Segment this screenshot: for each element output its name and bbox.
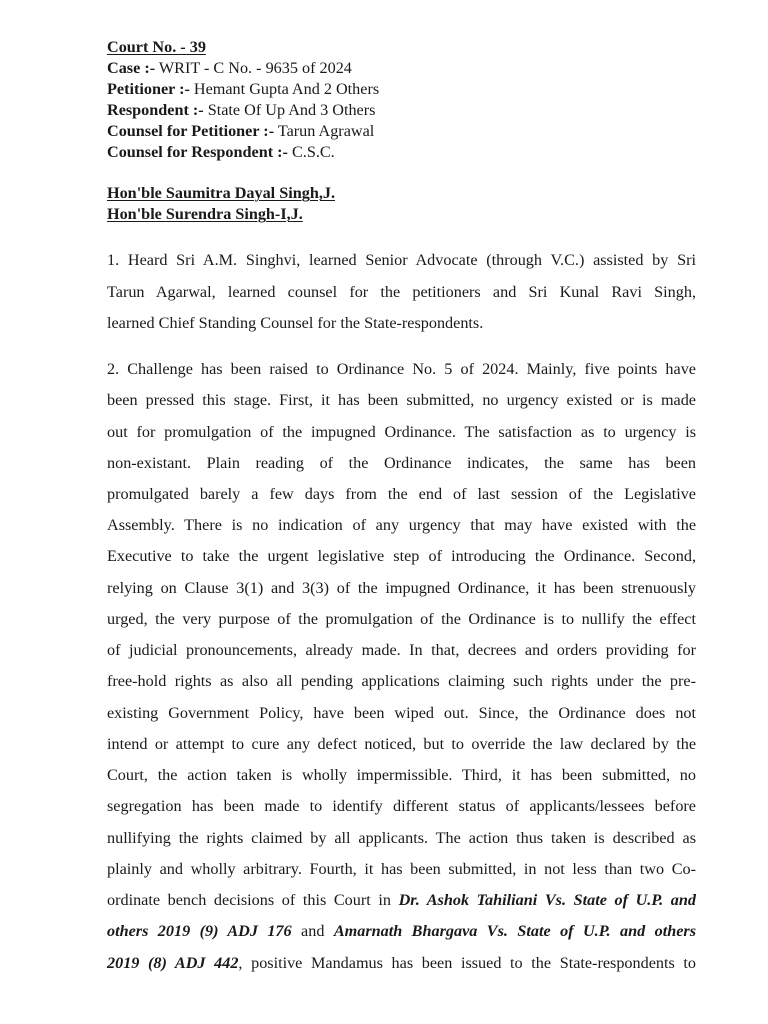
- counsel-respondent-line: [107, 142, 335, 163]
- paragraph-line: [107, 953, 696, 974]
- paragraph-line: Executive to take the urgent legislative step of introducing the Ordinance. Second,: [107, 547, 696, 565]
- paragraph-line: segregation has been made to identify different status of applicants/lessees before: [107, 797, 696, 815]
- bench-judge-2: [107, 204, 303, 225]
- bench-judge-1: [107, 183, 335, 204]
- court-number-text: Court No. - 39: [107, 38, 206, 56]
- case-label: Case :-: [107, 59, 156, 77]
- plain-text: , positive Mandamus has been issued to the State-respondents to: [238, 954, 697, 972]
- petitioner-value: Hemant Gupta And 2 Others: [189, 80, 380, 98]
- case-line: [107, 58, 352, 79]
- counsel-respondent-label: Counsel for Respondent :-: [107, 143, 288, 161]
- paragraph-line: nullifying the rights claimed by all applicants. The action thus taken is described as: [107, 829, 696, 847]
- citation-tahiliani: Dr. Ashok Tahiliani Vs. State of U.P. and: [398, 891, 696, 909]
- paragraph-line: non-existant. Plain reading of the Ordinance indicates, the same has been: [107, 454, 696, 472]
- petitioner-label: Petitioner :-: [107, 80, 190, 98]
- paragraph-line: 2. Challenge has been raised to Ordinance No. 5 of 2024. Mainly, five points have: [107, 360, 696, 378]
- counsel-petitioner-line: [107, 121, 374, 142]
- respondent-line: [107, 100, 375, 121]
- paragraph-line: existing Government Policy, have been wiped out. Since, the Ordinance does not: [107, 704, 696, 722]
- citation-bhargava-ref: 2019 (8) ADJ 442: [107, 954, 239, 972]
- paragraph-line: Tarun Agarwal, learned counsel for the petitioners and Sri Kunal Ravi Singh,: [107, 283, 696, 301]
- paragraph-line: out for promulgation of the impugned Ordinance. The satisfaction as to urgency is: [107, 423, 696, 441]
- judge-2-name: Hon'ble Surendra Singh-I,J.: [107, 205, 303, 223]
- judge-1-name: Hon'ble Saumitra Dayal Singh,J.: [107, 184, 336, 202]
- counsel-respondent-value: C.S.C.: [287, 143, 335, 161]
- citation-tahiliani-ref: others 2019 (9) ADJ 176: [107, 922, 292, 940]
- paragraph-line: of judicial pronouncements, already made. In that, decrees and orders providing for: [107, 641, 696, 659]
- paragraph-line: plainly and wholly arbitrary. Fourth, it has been submitted, in not less than two Co-: [107, 860, 696, 878]
- respondent-value: State Of Up And 3 Others: [203, 101, 376, 119]
- citation-bhargava: Amarnath Bhargava Vs. State of U.P. and others: [333, 922, 697, 940]
- court-number: [107, 37, 206, 58]
- paragraph-line: Assembly. There is no indication of any urgency that may have existed with the: [107, 516, 696, 534]
- paragraph-line: intend or attempt to cure any defect noticed, but to override the law declared by the: [107, 735, 696, 753]
- paragraph-line: 1. Heard Sri A.M. Singhvi, learned Senior Advocate (through V.C.) assisted by Sri: [107, 251, 696, 269]
- paragraph-line: learned Chief Standing Counsel for the State-respondents.: [107, 314, 484, 332]
- paragraph-line: urged, the very purpose of the promulgation of the Ordinance is to nullify the effect: [107, 610, 696, 628]
- paragraph-line: promulgated barely a few days from the end of last session of the Legislative: [107, 485, 696, 503]
- petitioner-line: [107, 79, 379, 100]
- paragraph-line: [107, 890, 696, 911]
- paragraph-line: free-hold rights as also all pending applications claiming such rights under the pre-: [107, 672, 696, 690]
- case-value: WRIT - C No. - 9635 of 2024: [155, 59, 352, 77]
- counsel-petitioner-label: Counsel for Petitioner :-: [107, 122, 275, 140]
- counsel-petitioner-value: Tarun Agrawal: [274, 122, 375, 140]
- paragraph-line: [107, 921, 696, 942]
- plain-text: ordinate bench decisions of this Court in: [107, 891, 399, 909]
- paragraph-line: been pressed this stage. First, it has been submitted, no urgency existed or is made: [107, 391, 696, 409]
- paragraph-line: Court, the action taken is wholly impermissible. Third, it has been submitted, no: [107, 766, 696, 784]
- paragraph-line: relying on Clause 3(1) and 3(3) of the impugned Ordinance, it has been strenuously: [107, 579, 696, 597]
- respondent-label: Respondent :-: [107, 101, 204, 119]
- connector-text: and: [291, 922, 334, 940]
